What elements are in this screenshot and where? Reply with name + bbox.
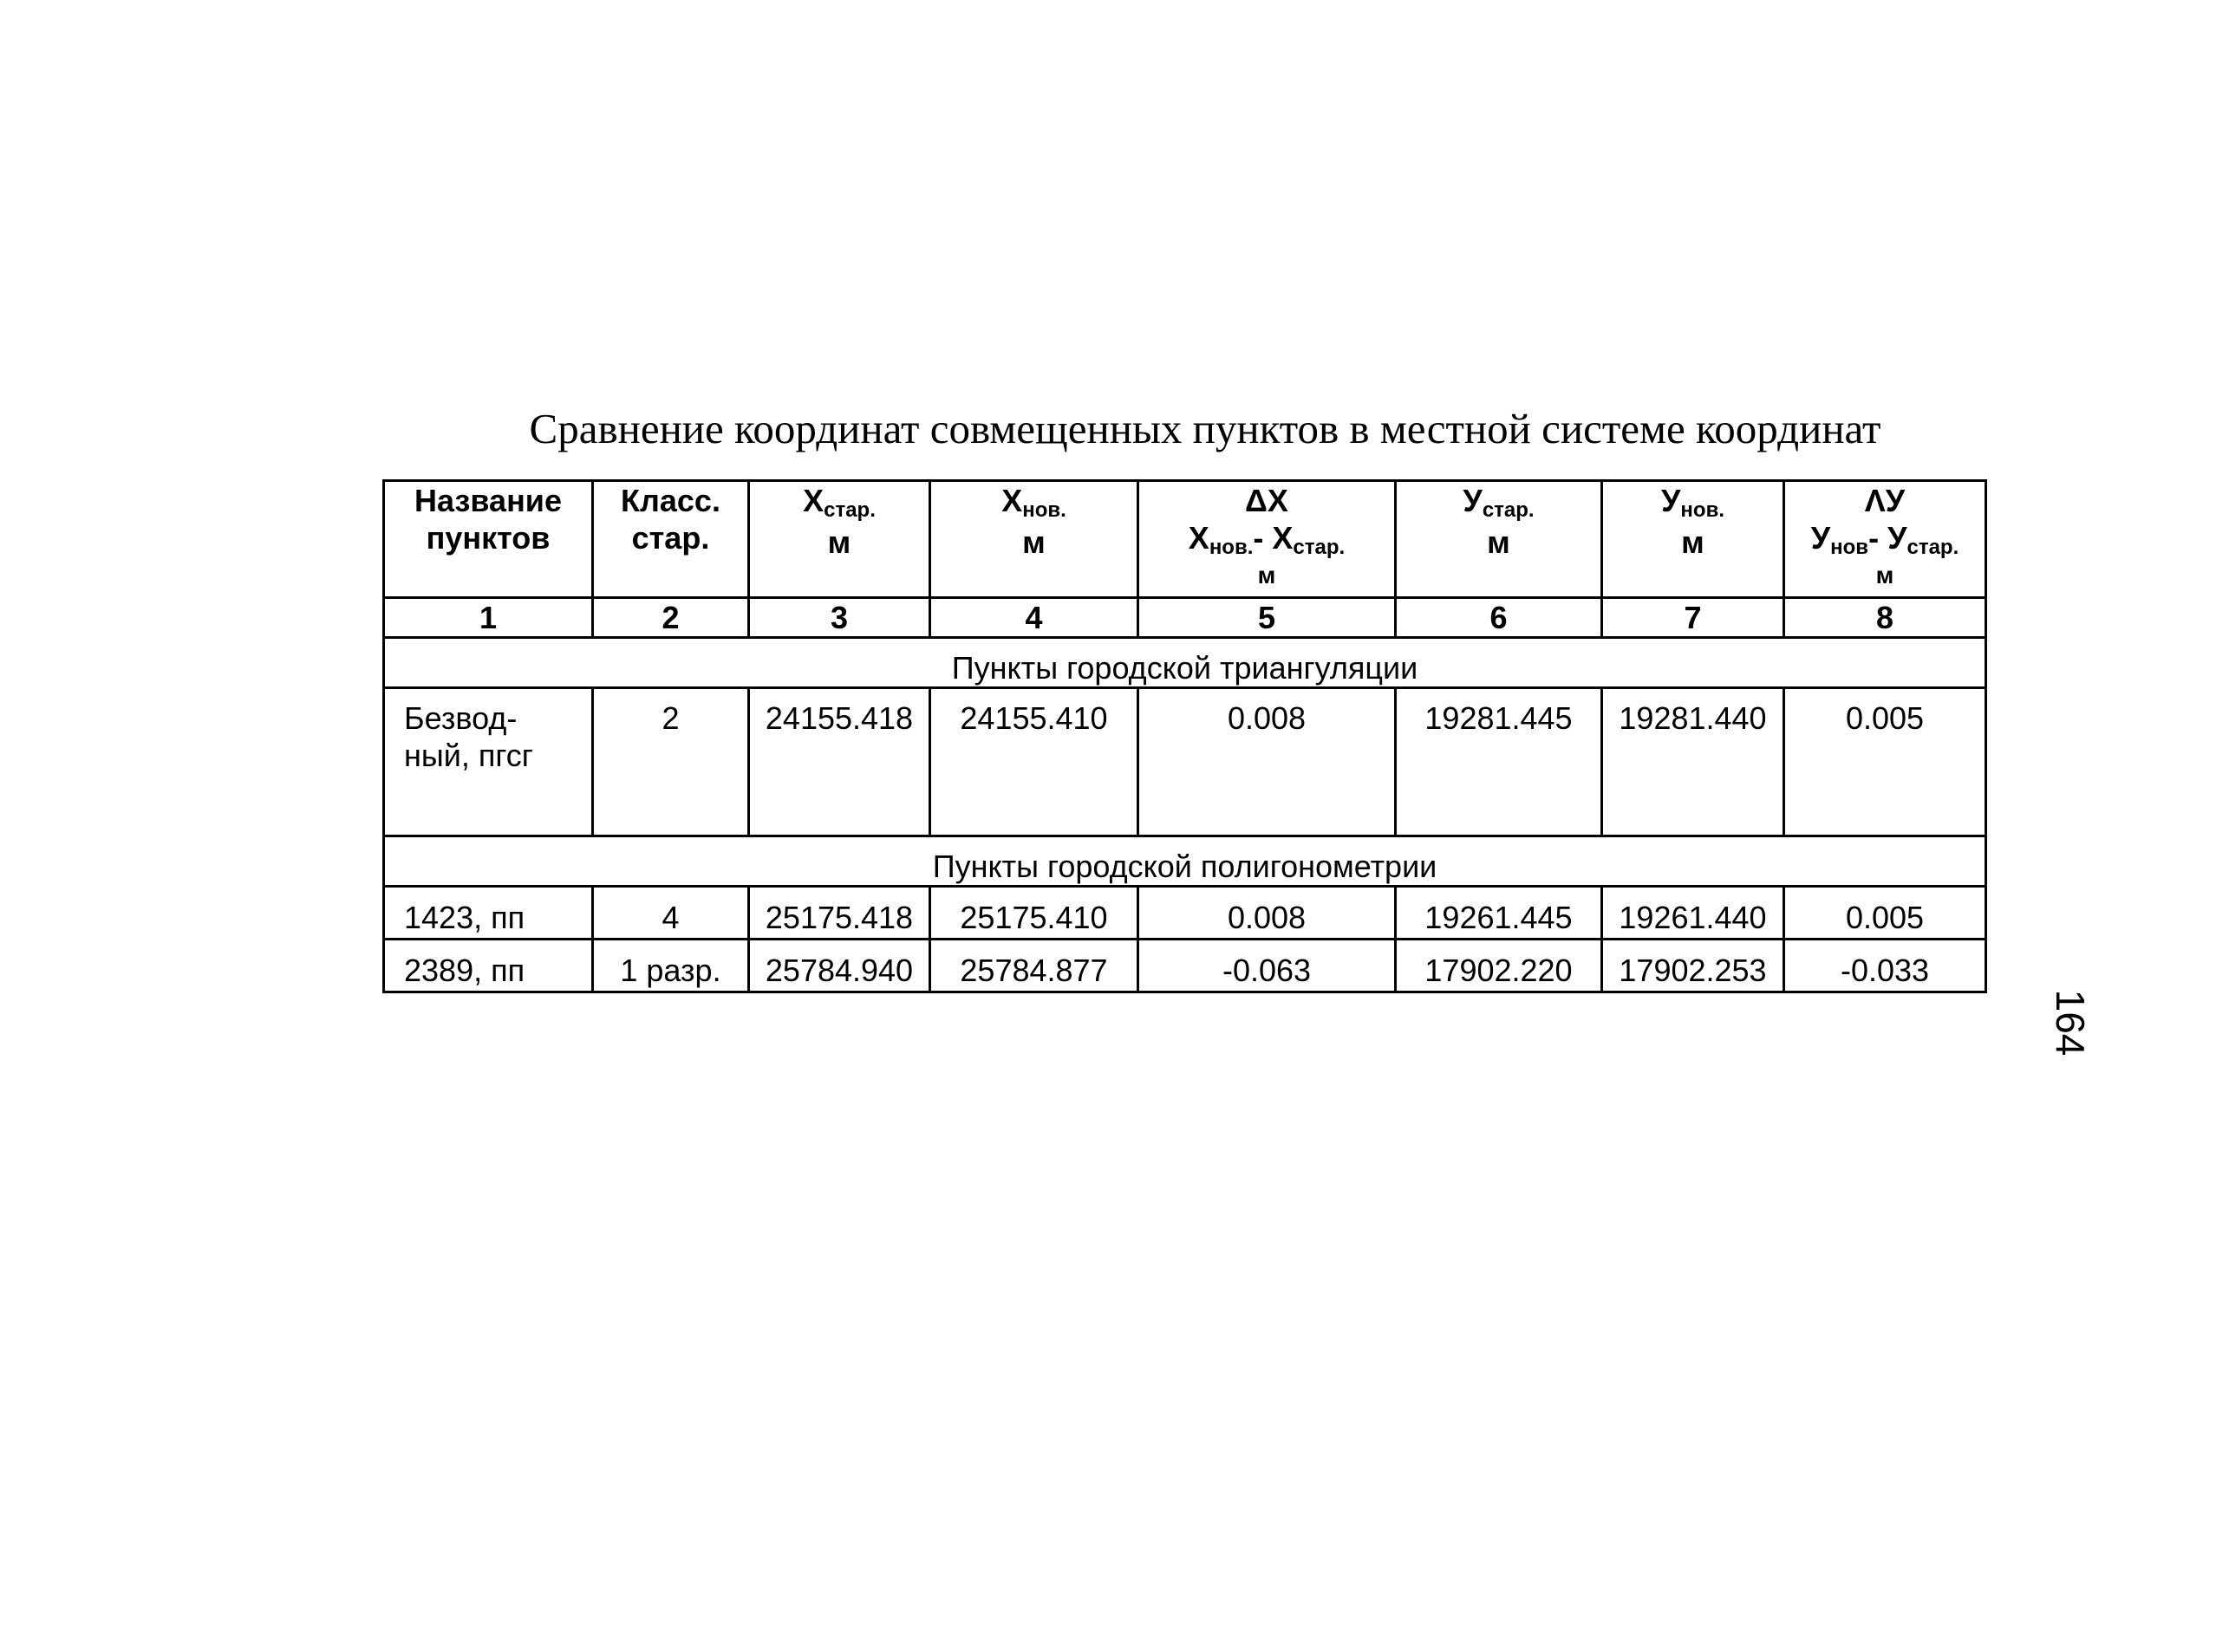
cell-y-new: 19261.440 [1602, 887, 1784, 940]
cell-y-new: 19281.440 [1602, 688, 1784, 836]
header-x-new: $X_{нов.}$ м [930, 481, 1138, 598]
column-number: 2 [593, 598, 749, 638]
cell-delta-x: 0.008 [1138, 688, 1396, 836]
cell-delta-x: -0.063 [1138, 940, 1396, 992]
cell-y-old: 17902.220 [1396, 940, 1602, 992]
coordinates-comparison-table [382, 479, 1987, 993]
cell-point-name: Безвод- ный, пгсг [384, 688, 593, 836]
column-number: 1 [384, 598, 593, 638]
column-number: 8 [1784, 598, 1986, 638]
cell-x-old: 25175.418 [749, 887, 930, 940]
cell-x-new: 25175.410 [930, 887, 1138, 940]
cell-delta-y: -0.033 [1784, 940, 1986, 992]
table-row [384, 688, 1986, 836]
cell-x-old: 24155.418 [749, 688, 930, 836]
cell-x-new: 24155.410 [930, 688, 1138, 836]
cell-delta-x: 0.008 [1138, 887, 1396, 940]
cell-y-old: 19261.445 [1396, 887, 1602, 940]
column-number: 3 [749, 598, 930, 638]
column-number: 4 [930, 598, 1138, 638]
cell-delta-y: 0.005 [1784, 688, 1986, 836]
header-delta-x: ΔX $X_{нов.}-$ $X_{стар.}$ м [1138, 481, 1396, 598]
page-number: 164 [2048, 989, 2093, 1057]
column-number-row [384, 598, 1986, 638]
header-row [384, 481, 1986, 598]
section-title: Пункты городской полигонометрии [384, 836, 1986, 887]
column-number: 5 [1138, 598, 1396, 638]
cell-x-new: 25784.877 [930, 940, 1138, 992]
column-number: 7 [1602, 598, 1784, 638]
cell-x-old: 25784.940 [749, 940, 930, 992]
cell-y-new: 17902.253 [1602, 940, 1784, 992]
header-delta-y: ΛУ $У_{нов}-$ $У_{стар.}$ м [1784, 481, 1986, 598]
header-y-old: $У_{стар.}$ м [1396, 481, 1602, 598]
cell-delta-y: 0.005 [1784, 887, 1986, 940]
header-name: Название пунктов [384, 481, 593, 598]
cell-y-old: 19281.445 [1396, 688, 1602, 836]
cell-class: 4 [593, 887, 749, 940]
cell-class: 2 [593, 688, 749, 836]
header-x-old: $X_{стар.}$ м [749, 481, 930, 598]
table-row [384, 887, 1986, 940]
cell-point-name: 1423, пп [384, 887, 593, 940]
cell-point-name: 2389, пп [384, 940, 593, 992]
section-row-triangulation [384, 638, 1986, 688]
section-row-polygonometry [384, 836, 1986, 887]
header-class: Класс. стар. [593, 481, 749, 598]
header-y-new: $У_{нов.}$ м [1602, 481, 1784, 598]
column-number: 6 [1396, 598, 1602, 638]
section-title: Пункты городской триангуляции [384, 638, 1986, 688]
table-title: Сравнение координат совмещенных пунктов в местной системе координат [529, 405, 1881, 452]
table-row [384, 940, 1986, 992]
cell-class: 1 разр. [593, 940, 749, 992]
